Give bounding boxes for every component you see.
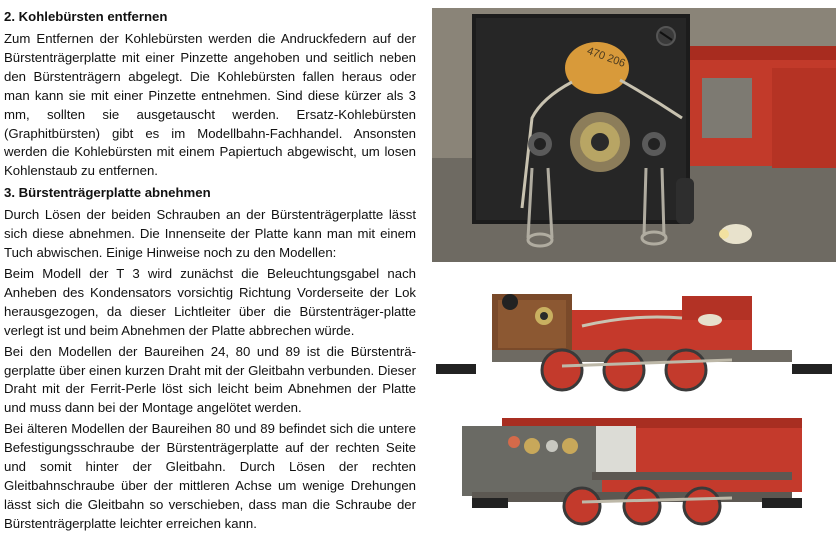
section-3-heading: 3. Bürstenträgerplatte abnehmen	[4, 185, 211, 201]
section-2-paragraph: Zum Entfernen der Kohlebürsten werden die Andruckfedern auf der Bürstenträgerplatte mit einer Pinzette angehoben und seitlich neben den Bürstenträgern abgelegt. Die Kohlebürsten fallen heraus oder man kann sie mit einer Pinzette entnehmen. Sind diese kürzer als 3 mm, sollten sie ausgetauscht werden. Ersatz-Kohlebürsten (Graphitbürsten) gibt es im Modellbahn-Fachhandel. Ansonsten werden die Kohlebürsten mit einem Papiertuch abgewischt, um losen Kohlenstaub zu entfernen.	[4, 31, 416, 179]
older-loco-side-photo	[432, 402, 836, 530]
section-3-paragraph-1: Durch Lösen der beiden Schrauben an der Bürstenträgerplatte lässt sich diese abnehmen. Die Innenseite der Platte kann man mit einem Tuch abwischen. Einige Hinweise noch zu den Modellen:	[4, 207, 416, 261]
t3-loco-side-photo	[432, 266, 836, 398]
section-3-paragraph-4: Bei älteren Modellen der Baureihen 80 und 89 befindet sich die untere Befestigungsschraube der Bürstenträgerplatte auf der rechten Seite und somit hinter der Gleitbahn. Durch Lösen der rechten Gleitbahnschraube über der mittleren Achse um wenige Drehungen lässt sich die Gleitbahn so verschieben, dass man die Schraube der Bürstenträgerplatte leichter erreichen kann.	[4, 421, 416, 531]
section-3-paragraph-2: Beim Modell der T 3 wird zunächst die Beleuchtungsgabel nach Anheben des Kondensators vorsichtig Richtung Vorderseite der Lok herausgezogen, da dieser Lichtleiter über die Bürstenträger-platte verlegt ist und beim Abnehmen der Platte abbrechen würde.	[4, 265, 416, 338]
section-2-heading: 2. Kohlebürsten entfernen	[4, 9, 168, 24]
brush-plate-closeup-photo	[432, 8, 836, 262]
article-text	[4, 8, 416, 536]
capacitor-label: 470 206	[585, 45, 627, 70]
section-3-paragraph-3: Bei den Modellen der Baureihen 24, 80 und 89 ist die Bürstenträ-gerplatte über einen kurzen Draht mit der Gleitbahn verbunden. Dieser Draht mit der Ferrit-Perle löst sich leicht beim Abnehmen der Platte und muss dann bei der Montage angelötet werden.	[4, 343, 416, 416]
